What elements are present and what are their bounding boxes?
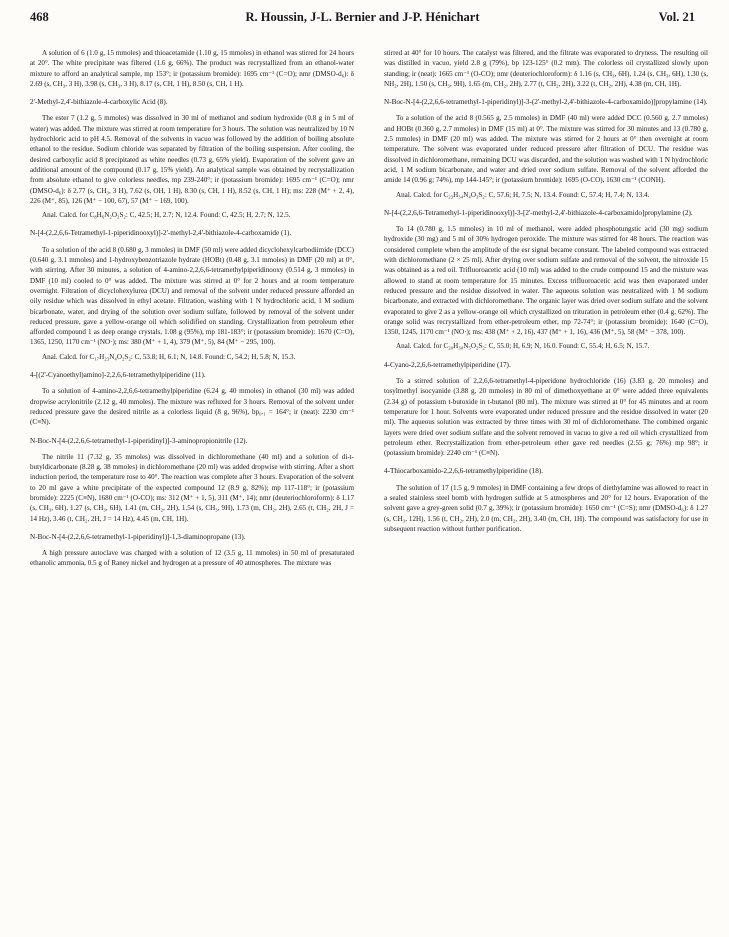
paragraph: The nitrile 11 (7.32 g, 35 mmoles) was dissolved in dichloromethane (40 ml) and a solution of di-t-butyldicarbonate (8.28 g, 38 mmoles) in dichloromethane (20 ml) was added dropwise with stirring. After a short induction period, the temperature rose to 40°. The reaction was complete after 3 hours. Evaporation of the solvent to 20 ml gave a white precipitate of the expected compound 12 (8.9 g, 82%); mp 117-118°; ir (potassium bromide): 2225 (C≡N), 1680 cm⁻¹ (O-CO); ms: 312 (M⁺ + 1, 5), 311 (M⁺, 14); nmr (deuteriochloroform): δ 1.17 (s, CH₃, 6H), 1.27 (s, CH₃, 6H), 1.41 (m, CH₂, 2H), 1.54 (s, CH₃, 9H), 1.73 (m, CH₂, 2H), 2.65 (t, CH₂, 2H, J = 14 Hz), 3.46 (t, CH₂, 2H, J = 14 Hz), 4.45 (m, CH, 1H). (30, 452, 354, 523)
paragraph: Anal. Calcd. for C₈H₆N₂O₂S₂: C, 42.5; H, 2.7; N, 12.4. Found: C, 42.5; H, 2.7; N, 12.5. (42, 211, 291, 220)
right-column (384, 48, 708, 538)
left-column (30, 48, 354, 573)
section-heading: N-Boc-N-[4-(2,2,6,6-tetramethyl-1-piperidinyl)]-3-aminopropionitrile (12). (30, 436, 248, 445)
section-heading: 2'-Methyl-2,4'-bithiazole-4-carboxylic Acid (8). (30, 98, 168, 107)
paragraph: To a stirred solution of 2,2,6,6-tetramethyl-4-piperidone hydrochloride (16) (3.83 g, 20 mmoles) and tosylmethyl isocyanide (3.88 g, 20 mmoles) in 80 ml of dimethoxyethane at 0° were added three equivalents (2.34 g) of potassium t-butoxide in t-butanol (80 ml). The mixture was stirred at 0° for 45 minutes and at room temperature for 1 hour. Solvents were evaporated under reduced pressure and the residue dissolved in water (20 ml). The aqueous solution was extracted by three times with 30 ml of dichloromethane. The combined organic layers were dried over sodium sulfate and the solvent removed in vacuo to give a red oil which crystallized from petroleum ether. Recrystallization from ether-petroleum ether gave red needles (2.55 g; 76%) mp 98°; ir (potassium bromide): 2240 cm⁻¹ (C≡N). (384, 377, 708, 458)
paragraph: A solution of 6 (1.0 g, 15 mmoles) and thioacetamide (1.10 g, 15 mmoles) in ethanol was stirred for 24 hours at 20°. The white precipitate was filtered (1.6 g, 66%). The product was recrystallized from an ethanol-water mixture to afford an analytical sample, mp 153°; ir (potassium bromide): 1695 cm⁻¹ (C=O); nmr (DMSO-d₆): δ 2.69 (s, CH₃, 3 H), 3.98 (s, CH₃, 3 H), 8.17 (s, CH, 1 H), 8.50 (s, CH, 1 H). (30, 49, 354, 88)
paragraph: To a solution of 4-amino-2,2,6,6-tetramethylpiperidine (6.24 g, 40 mmoles) in ethanol (30 ml) was added dropwise acrylonitrile (2.12 g, 40 mmoles). The mixture was refluxed for 3 hours. Removal of the solvent under reduced pressure gave the desired nitrile as a colorless liquid (8 g, 96%), bp₀.₁ = 164°; ir (neat): 2230 cm⁻¹ (C≡N). (30, 387, 354, 427)
paragraph: Anal. Calcd. for C₂₃H₃₄N₄O₃S₂: C, 57.6; H, 7.5; N, 13.4. Found: C, 57.4; H, 7.4; N, 13.4. (396, 190, 650, 199)
paragraph: To a solution of the acid 8 (0.565 g, 2.5 mmoles) in DMF (40 ml) were added DCC (0.560 g, 2.7 mmoles) and HOBt (0.360 g, 2.7 mmoles) in DMF (15 ml) at 0°. The mixture was stirred for 30 minutes and 13 (0.780 g, 2.5 mmoles) in DMF (20 ml) was added. The mixture was stirred for 2 hours at 0° then overnight at room temperature. The solvent was evaporated under reduced pressure after filtration of DCU. The residue was dissolved in dichloromethane, remaining DCU was discarded, and the solution was washed with 1 N hydrochloric acid, 1 M sodium bicarbonate, and water and dried over sodium sulfate. Removal of the solvent afforded the amide 14 (0.96 g; 74%), mp 144-145°; ir (potassium bromide): 1695 (O-CO), 1630 cm⁻¹ (CONH). (384, 114, 708, 185)
paragraph: Anal. Calcd. for C₂₀H₃₀N₅O₂S₂: C, 55.0; H, 6.9; N, 16.0. Found: C, 55.4; H, 6.5; N, 15.7. (396, 342, 650, 351)
section-heading: 4-Thiocarboxamido-2,2,6,6-tetramethylpiperidine (18). (384, 467, 544, 476)
page-number: 468 (30, 10, 49, 24)
section-heading: N-[4-(2,2,6,6-Tetramethyl-1-piperidinooxyl)]-2'-methyl-2,4'-bithiazole-4-carboxamide (1). (30, 229, 292, 238)
paragraph: To 14 (0.780 g, 1.5 mmoles) in 10 ml of methanol, were added phosphotungstic acid (30 mg) sodium hydroxide (30 mg) and 5 ml of 30% hydrogen peroxide. The mixture was stirred for 48 hours. The reaction was considered complete when the amplitude of the esr signal became constant. The labeled compound was extracted with dichloromethane (2 × 25 ml). After drying over sodium sulfate and removal of the solvent, the nitroxide 15 was obtained as a red oil. Trifluoroacetic acid (10 ml) was added to the crude compound 15 and the mixture was allowed to stand at room temperature for 15 minutes. Excess trifluoroacetic acid was then evaporated under reduced pressure and the residue dissolved in water. The aqueous solution was neutralized with 1 M sodium bicarbonate, and extracted with dichloromethane. The organic layer was dried over sodium sulfate and the solvent evaporated to give 2 as a yellow-orange oil which crystallized on trituration in petroleum ether (0.4 g, 62%). The orange solid was recrystallized from ether-petroleum ether, mp 72-74°; ir (potassium bromide): 1640 (C=O), 1350, 1245, 1170 cm⁻¹ (NO·); ms: 438 (M⁺ + 2, 16), 437 (M⁺ + 1, 16), 436 (M⁺, 5), 58 (M⁺ − 378, 100). (384, 225, 708, 337)
section-heading: N-Boc-N-[4-(2,2,6,6-tetramethyl-1-piperidinyl)]-3-(2'-methyl-2,4'-bithiazole-4-carboxamido)]propylamine (14). (384, 98, 708, 107)
paragraph: To a solution of the acid 8 (0.680 g, 3 mmoles) in DMF (50 ml) were added dicyclohexylcarbodiimide (DCC) (0.640 g, 3.1 mmoles) and 1-hydroxybenzotriazole hydrate (HOBt) (0.48 g, 3.1 mmoles) in DMF (20 ml) at 0°, with stirring. After 30 minutes, a solution of 4-amino-2,2,6,6-tetramethylpiperidinooxy (0.514 g, 3 mmoles) in DMF (10 ml) cooled to 0° was added. The mixture was stirred at 0° for 2 hours and at room temperature overnight. Filtration of dicyclohexylurea (DCU) and removal of the solvent under reduced pressure afforded an oily residue which was dissolved in ethyl acetate. Filtration, washing with 1 N hydrochloric acid, 1 M sodium bicarbonate, water, and drying of the solution over sodium sulfate, followed by removal of the solvent under reduced pressure, gave a yellow-orange oil which solidified on standing. Crystallization from petroleum ether afforded compound 1 as deep orange crystals, 1.08 g (95%), mp 181-183°; ir (potassium bromide): 1670 (C=O), 1365, 1250, 1170 cm⁻¹ (NO·); ms: 380 (M⁺ + 1, 4), 379 (M⁺, 5), 84 (M⁺ − 295, 100). (30, 245, 354, 347)
paragraph: Anal. Calcd. for C₁₇H₂₃N₄O₂S₂: C, 53.8; H, 6.1; N, 14.8. Found: C, 54.2; H, 5.8; N, 15.3. (42, 352, 296, 361)
page-header (30, 10, 695, 32)
paragraph: The solution of 17 (1.5 g, 9 mmoles) in DMF containing a few drops of diethylamine was allowed to react in a sealed stainless steel bomb with hydrogen sulfide at 5 atmospheres and 20° for 12 hours. Evaporation of the solvent gave a grey-green solid (0.7 g, 39%); ir (potassium bromide): 1650 cm⁻¹ (C=S); nmr (DMSO-d₆): δ 1.27 (s, CH₃, 12H), 1.56 (t, CH₂, 2H), 2.0 (m, CH₂, 2H), 3.40 (m, CH, 1H). The compound was satisfactory for use in subsequent reaction without further purification. (384, 483, 708, 533)
section-heading: N-Boc-N-[4-(2,2,6,6-tetramethyl-1-piperidinyl)]-1,3-diaminopropane (13). (30, 532, 246, 541)
running-authors: R. Houssin, J-L. Bernier and J-P. Hénichart (245, 10, 480, 24)
volume-label: Vol. 21 (658, 10, 695, 24)
section-heading: N-[4-(2,2,6,6-Tetramethyl-1-piperidinooxyl)]-3-[2'-methyl-2,4'-bithiazole-4-carboxamido]propylamine (2). (384, 208, 693, 217)
section-heading: 4-Cyano-2,2,6,6-tetramethylpiperidine (17). (384, 360, 511, 369)
paragraph: stirred at 40° for 10 hours. The catalyst was filtered, and the filtrate was evaporated to dryness. The resulting oil was distilled in vacuo, yield 2.8 g (79%), bp 123-125° (0.2 mm). The colorless oil crystallized slowly upon standing; ir (neat): 1665 cm⁻¹ (O-CO); nmr (deuteriochloroform): δ 1.16 (s, CH₃, 6H), 1.24 (s, CH₃, 6H), 1.30 (s, NH₂, 2H), 1.50 (s, CH₃, 9H), 1.65 (m, CH₂, 2H), 2.77 (t, CH₂, 2H), 3.22 (t, CH₂, 2H), 4.38 (m, CH, 1H). (384, 49, 708, 88)
paragraph: A high pressure autoclave was charged with a solution of 12 (3.5 g, 11 mmoles) in 50 ml of presaturated ethanolic ammonia, 0.5 g of Raney nickel and hydrogen at a pressure of 40 atmospheres. The mixture was (30, 549, 354, 568)
section-heading: 4-[(2'-Cyanoethyl)amino]-2,2,6,6-tetramethylpiperidine (11). (30, 371, 206, 380)
paragraph: The ester 7 (1.2 g, 5 mmoles) was dissolved in 30 ml of methanol and sodium hydroxide (0.8 g in 5 ml of water) was added. The mixture was stirred at room temperature for 3 hours. The solution was neutralized by 10 N hydrochloric acid to pH 4.5. Removal of the solvents in vacuo was followed by the addition of boiling absolute ethanol to the residue. Sodium chloride was separated by filtration of the boiling suspension. After cooling, the desired carboxylic acid 8 precipitated as white needles (0.73 g, 65% yield). Evaporation of the solvent gave an additional amount of the compound (0.17 g, 15% yield). An analytical sample was obtained by recrystallization from absolute ethanol to give colorless needles, mp 239-240°; ir (potassium bromide): 1695 cm⁻¹ (C=O); nmr (DMSO-d₆): δ 2.77 (s, CH₃, 3 H), 7.62 (s, OH, 1 H), 8.30 (s, CH, 1 H), 8.52 (s, CH, 1 H); ms: 228 (M⁺ + 2, 4), 226 (M⁺, 85), 126 (M⁺ − 100, 67), 57 (M⁺ − 169, 100). (30, 114, 354, 205)
